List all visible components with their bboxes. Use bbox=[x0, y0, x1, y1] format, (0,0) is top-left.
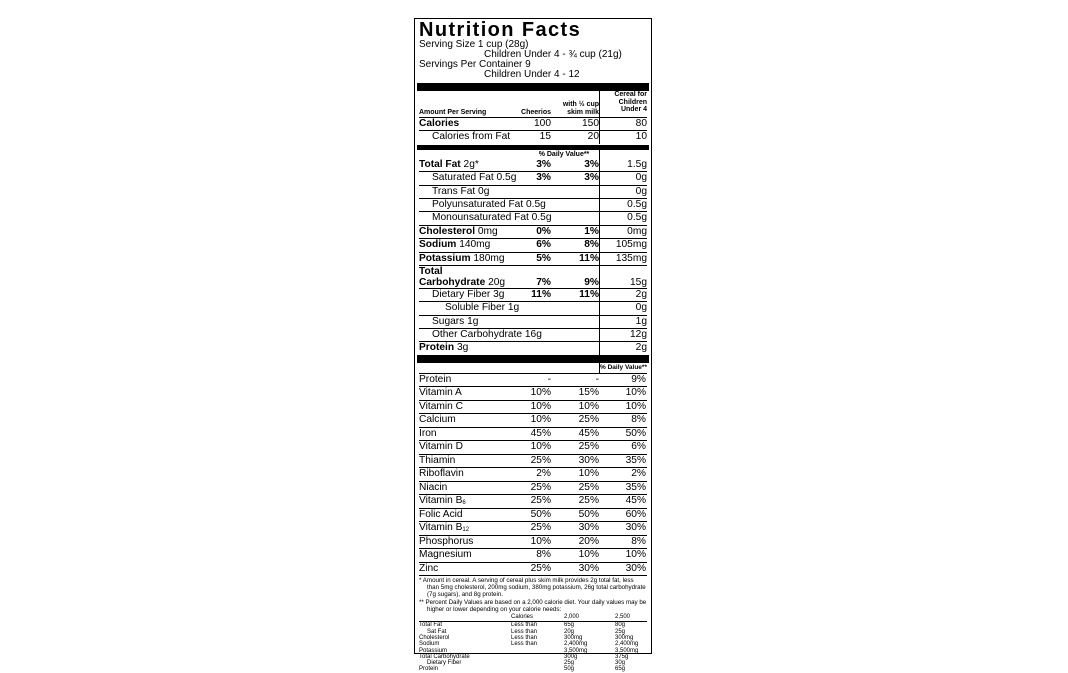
nutrient-amount: 140mg bbox=[456, 239, 491, 251]
footnotes bbox=[419, 578, 647, 613]
nutrient-label bbox=[419, 226, 498, 237]
vitamin-c1: 10% bbox=[530, 535, 551, 547]
nutrient-label bbox=[419, 342, 468, 353]
nutrient-name: Total bbox=[419, 265, 443, 277]
nutrient-label bbox=[419, 159, 479, 170]
vitamin-dv-header bbox=[419, 363, 647, 373]
footnote-2: ** Percent Daily Values are based on a 2,000 calorie diet. Your daily values may be higher or lower depending on your calorie needs: bbox=[419, 599, 647, 613]
vitamin-row bbox=[419, 509, 647, 523]
vitamin-c2: - bbox=[595, 373, 599, 385]
dv-table-cell: Less than bbox=[511, 622, 538, 629]
dv-table-cell: 300mg bbox=[615, 634, 634, 641]
vitamin-c1: 10% bbox=[530, 400, 551, 412]
vitamin-c2: 25% bbox=[578, 481, 599, 493]
nutrient-name: Dietary Fiber 3g bbox=[432, 288, 505, 300]
vitamin-row bbox=[419, 428, 647, 442]
nutrient-row bbox=[419, 341, 647, 354]
col-header-children: Cereal for Children Under 4 bbox=[599, 91, 647, 117]
vitamin-c1: 10% bbox=[530, 414, 551, 426]
nutrient-c3: 12g bbox=[599, 329, 647, 341]
footnote-1: * Amount in cereal. A serving of cereal plus skim milk provides 2g total fat, less than 5mg cholesterol, 200mg sodium, 380mg potassium, 26g total carbohydrate (7g sugars), and 8g protein. bbox=[419, 577, 646, 598]
nutrient-c3: 135mg bbox=[599, 253, 647, 265]
nutrient-label bbox=[419, 253, 505, 264]
nutrient-amount: 2g* bbox=[460, 158, 479, 170]
nutrient-name: Saturated Fat 0.5g bbox=[432, 172, 517, 184]
vitamin-row bbox=[419, 401, 647, 415]
vitamin-c2: 15% bbox=[578, 387, 599, 399]
nutrient-row bbox=[419, 238, 647, 251]
dv-table-cell: Total Carbohydrate bbox=[419, 653, 470, 660]
vitamin-c3: 6% bbox=[631, 441, 646, 453]
dv-table-head-cell: 2,000 bbox=[564, 614, 580, 621]
dv-table-cell: Sat Fat bbox=[427, 628, 447, 635]
vitamin-label: Vitamin C bbox=[419, 400, 463, 412]
calories-fat-label: Calories from Fat bbox=[432, 131, 511, 143]
nutrient-name: Monounsaturated Fat 0.5g bbox=[432, 212, 552, 224]
thick-divider bbox=[417, 83, 649, 91]
calories-fat-c3: 10 bbox=[599, 131, 647, 143]
vitamin-c1: 25% bbox=[530, 454, 551, 466]
vitamin-c3: 45% bbox=[625, 495, 646, 507]
dv-table-cell: 3,500mg bbox=[615, 647, 639, 654]
dv-table-cell: 300g bbox=[564, 653, 578, 660]
dv-table-cell: 2,400mg bbox=[615, 641, 639, 648]
vitamin-row bbox=[419, 414, 647, 428]
vitamin-row bbox=[419, 455, 647, 469]
vitamin-row bbox=[419, 495, 647, 509]
nutrient-row bbox=[419, 288, 647, 301]
nutrient-row bbox=[419, 315, 647, 328]
dv-table-cell: 30g bbox=[615, 660, 626, 667]
nutrient-row bbox=[419, 301, 647, 314]
vitamin-c2: 10% bbox=[578, 468, 599, 480]
nutrient-label bbox=[419, 316, 478, 327]
vitamin-label: Vitamin B12 bbox=[419, 522, 470, 534]
vitamin-row bbox=[419, 522, 647, 536]
nutrient-row bbox=[419, 171, 647, 184]
nutrient-row bbox=[419, 328, 647, 341]
calories-fat-row bbox=[419, 130, 647, 143]
vitamin-label: Magnesium bbox=[419, 549, 472, 561]
vitamin-c1: 45% bbox=[530, 427, 551, 439]
nutrient-label bbox=[419, 199, 546, 210]
vitamin-row bbox=[419, 387, 647, 401]
nutrient-dv-c1: 5% bbox=[536, 252, 551, 264]
nutrient-c3: 0mg bbox=[599, 226, 647, 238]
vitamin-c3: 2% bbox=[631, 468, 646, 480]
dv-table-cell: 20g bbox=[564, 628, 575, 635]
nutrient-dv-c2: 3% bbox=[584, 172, 599, 184]
nutrient-row bbox=[419, 159, 647, 171]
label-title: Nutrition Facts bbox=[419, 19, 582, 41]
vitamin-label: Niacin bbox=[419, 481, 448, 493]
vitamin-c3: 8% bbox=[631, 535, 646, 547]
vitamin-c2: 25% bbox=[578, 495, 599, 507]
nutrient-c3: 0g bbox=[599, 186, 647, 198]
vitamin-c3: 9% bbox=[631, 373, 646, 385]
calories-label: Calories bbox=[419, 118, 460, 129]
dv-table-cell: 25g bbox=[564, 660, 575, 667]
nutrient-label bbox=[419, 266, 505, 288]
vitamin-c2: 20% bbox=[578, 535, 599, 547]
daily-value-header bbox=[419, 150, 647, 159]
nutrient-dv-c1: 3% bbox=[536, 172, 551, 184]
calories-row bbox=[419, 117, 647, 130]
nutrient-row bbox=[419, 185, 647, 198]
nutrient-label bbox=[419, 172, 516, 183]
nutrient-name: Sugars 1g bbox=[432, 315, 479, 327]
dv-table-head bbox=[419, 614, 647, 622]
vitamin-c1: 10% bbox=[530, 387, 551, 399]
servings-per-container: Servings Per Container 9 bbox=[419, 59, 531, 70]
nutrient-name: Protein bbox=[419, 342, 455, 354]
dv-table-cell: 65g bbox=[564, 622, 575, 629]
vitamin-c1: 8% bbox=[536, 549, 551, 561]
dv-table-cell: 3,500mg bbox=[564, 647, 588, 654]
vitamin-row bbox=[419, 549, 647, 563]
nutrient-dv-c1: 0% bbox=[536, 225, 551, 237]
nutrient-c3: 1.5g bbox=[599, 159, 647, 171]
vitamin-c3: 35% bbox=[625, 481, 646, 493]
nutrient-dv-c1: 3% bbox=[536, 158, 551, 170]
nutrient-dv-c2: 11% bbox=[579, 252, 599, 264]
nutrient-name: Soluble Fiber 1g bbox=[445, 302, 520, 314]
nutrient-name: Potassium bbox=[419, 252, 471, 264]
nutrient-list bbox=[419, 159, 647, 355]
vitamin-c1: 10% bbox=[530, 441, 551, 453]
vitamin-label: Calcium bbox=[419, 414, 456, 426]
vitamin-c3: 60% bbox=[625, 508, 646, 520]
nutrient-row bbox=[419, 198, 647, 211]
nutrient-c3: 0.5g bbox=[599, 199, 647, 211]
dv-table-cell: 25g bbox=[615, 628, 626, 635]
vitamin-label: Iron bbox=[419, 427, 437, 439]
dv-table-head-cell: Calories bbox=[511, 614, 534, 621]
nutrient-dv-c1: 6% bbox=[536, 239, 551, 251]
vitamin-subscript: 12 bbox=[462, 527, 470, 534]
nutrient-amount: 3g bbox=[454, 342, 469, 354]
serving-size-text: Serving Size 1 cup (28g) bbox=[419, 39, 529, 50]
nutrient-dv-c2: 9% bbox=[584, 276, 599, 288]
vitamin-c1: - bbox=[547, 373, 551, 385]
nutrient-dv-c1: 7% bbox=[536, 276, 551, 288]
vitamin-label: Vitamin A bbox=[419, 387, 462, 399]
column-header bbox=[419, 91, 647, 117]
dv-table-cell: Sodium bbox=[419, 641, 440, 648]
dv-table-cell: Protein bbox=[419, 666, 439, 673]
nutrient-dv-c1: 11% bbox=[531, 288, 551, 300]
vitamin-c2: 10% bbox=[578, 549, 599, 561]
dv-table-cell: 65g bbox=[615, 666, 626, 673]
vitamin-c2: 50% bbox=[578, 508, 599, 520]
vitamin-c3: 10% bbox=[625, 549, 646, 561]
vitamin-row bbox=[419, 468, 647, 482]
nutrition-facts-label bbox=[414, 18, 652, 673]
vitamin-label: Zinc bbox=[419, 562, 439, 574]
nutrient-c3: 105mg bbox=[599, 239, 647, 251]
vitamin-subscript: 6 bbox=[462, 500, 466, 507]
nutrient-dv-c2: 8% bbox=[584, 239, 599, 251]
nutrient-name: Cholesterol bbox=[419, 225, 476, 237]
serving-size-children: Children Under 4 - ¾ cup (21g) bbox=[484, 49, 622, 60]
vitamin-label: Folic Acid bbox=[419, 508, 463, 520]
vitamin-label: Phosphorus bbox=[419, 535, 474, 547]
vitamin-c3: 35% bbox=[625, 454, 646, 466]
vitamin-c2: 30% bbox=[578, 454, 599, 466]
nutrient-label bbox=[419, 239, 490, 250]
vitamin-label: Vitamin B6 bbox=[419, 495, 466, 507]
vitamin-c2: 10% bbox=[578, 400, 599, 412]
nutrient-c3: 0.5g bbox=[599, 212, 647, 224]
vitamin-row bbox=[419, 374, 647, 388]
vitamin-c2: 25% bbox=[578, 414, 599, 426]
vitamin-label: Protein bbox=[419, 373, 452, 385]
daily-value-table bbox=[419, 614, 647, 672]
vitamin-c3: 10% bbox=[625, 400, 646, 412]
dv-table-cell: 50g bbox=[564, 666, 575, 673]
vitamin-c1: 25% bbox=[530, 481, 551, 493]
vitamin-row bbox=[419, 563, 647, 577]
nutrient-name: Other Carbohydrate 16g bbox=[432, 329, 542, 341]
nutrient-label bbox=[419, 212, 552, 223]
nutrient-dv-c2: 1% bbox=[584, 225, 599, 237]
vitamin-label: Thiamin bbox=[419, 454, 456, 466]
dv-table-cell: 80g bbox=[615, 622, 626, 629]
calories-c3: 80 bbox=[599, 118, 647, 130]
vitamin-label: Riboflavin bbox=[419, 468, 464, 480]
nutrient-amount: 20g bbox=[485, 276, 506, 288]
calories-fat-c2: 20 bbox=[587, 131, 599, 143]
dv-table-row bbox=[419, 666, 647, 672]
col-header-milk: with ½ cup skim milk bbox=[562, 101, 599, 116]
vitamin-c1: 25% bbox=[530, 562, 551, 574]
servings-children: Children Under 4 - 12 bbox=[484, 69, 580, 80]
calories-c1: 100 bbox=[534, 118, 551, 129]
dv-table-cell: Dietary Fiber bbox=[427, 660, 462, 667]
nutrient-amount: 180mg bbox=[470, 252, 505, 264]
nutrient-name: Sodium bbox=[419, 239, 457, 251]
vitamin-c2: 30% bbox=[578, 562, 599, 574]
dv-table-cell: Less than bbox=[511, 641, 538, 648]
dv-table-cell: Cholesterol bbox=[419, 634, 450, 641]
thick-divider-2 bbox=[417, 355, 649, 363]
nutrient-amount: 0mg bbox=[475, 225, 498, 237]
vitamin-c3: 10% bbox=[625, 387, 646, 399]
nutrient-row bbox=[419, 225, 647, 238]
dv-table-head-cell: 2,500 bbox=[615, 614, 631, 621]
vitamin-dv-label: % Daily Value** bbox=[600, 363, 647, 371]
nutrient-name-2: Carbohydrate bbox=[419, 276, 486, 288]
vitamin-c2: 30% bbox=[578, 522, 599, 534]
vitamin-row bbox=[419, 482, 647, 496]
vitamin-list bbox=[419, 374, 647, 577]
dv-table-cell: Less than bbox=[511, 628, 538, 635]
nutrient-c3: 0g bbox=[599, 172, 647, 184]
nutrient-name: Trans Fat 0g bbox=[432, 185, 490, 197]
nutrient-c3: 2g bbox=[599, 342, 647, 354]
nutrient-label bbox=[419, 186, 489, 197]
vitamin-c3: 30% bbox=[625, 522, 646, 534]
dv-table-cell: 300mg bbox=[564, 634, 583, 641]
vitamin-c1: 2% bbox=[536, 468, 551, 480]
vitamin-label: Vitamin D bbox=[419, 441, 463, 453]
vitamin-c2: 25% bbox=[578, 441, 599, 453]
nutrient-c3: 2g bbox=[599, 289, 647, 301]
vitamin-c1: 50% bbox=[530, 508, 551, 520]
daily-value-label: % Daily Value** bbox=[538, 150, 590, 158]
dv-table-cell: 375g bbox=[615, 653, 629, 660]
vitamin-row bbox=[419, 536, 647, 550]
vitamin-c3: 30% bbox=[625, 562, 646, 574]
daily-value-c3-blank bbox=[599, 150, 647, 159]
dv-table-cell: Less than bbox=[511, 634, 538, 641]
vitamin-row bbox=[419, 441, 647, 455]
vitamin-c1: 25% bbox=[530, 522, 551, 534]
nutrient-label bbox=[419, 329, 542, 340]
calories-fat-c1: 15 bbox=[539, 131, 551, 143]
nutrient-label bbox=[419, 289, 504, 300]
nutrient-row bbox=[419, 211, 647, 224]
nutrient-c3: 1g bbox=[599, 316, 647, 328]
vitamin-c3: 8% bbox=[631, 414, 646, 426]
nutrient-dv-c2: 11% bbox=[579, 288, 599, 300]
nutrient-name: Total Fat bbox=[419, 158, 461, 170]
nutrient-dv-c2: 3% bbox=[584, 158, 599, 170]
vitamin-c1: 25% bbox=[530, 495, 551, 507]
vitamin-c3: 50% bbox=[625, 427, 646, 439]
nutrient-row bbox=[419, 265, 647, 288]
amount-per-serving: Amount Per Serving bbox=[419, 108, 487, 116]
nutrient-row bbox=[419, 252, 647, 265]
nutrient-c3: 0g bbox=[599, 302, 647, 314]
dv-table-cell: Total Fat bbox=[419, 622, 443, 629]
nutrient-c3: 15g bbox=[599, 266, 647, 288]
calories-c2: 150 bbox=[582, 118, 599, 129]
col-header-cheerios: Cheerios bbox=[521, 108, 551, 116]
nutrient-label bbox=[419, 302, 519, 313]
dv-table-cell: 2,400mg bbox=[564, 641, 588, 648]
nutrient-name: Polyunsaturated Fat 0.5g bbox=[432, 198, 546, 210]
vitamin-c2: 45% bbox=[578, 427, 599, 439]
serving-size bbox=[419, 40, 647, 80]
dv-table-cell: Potassium bbox=[419, 647, 448, 654]
